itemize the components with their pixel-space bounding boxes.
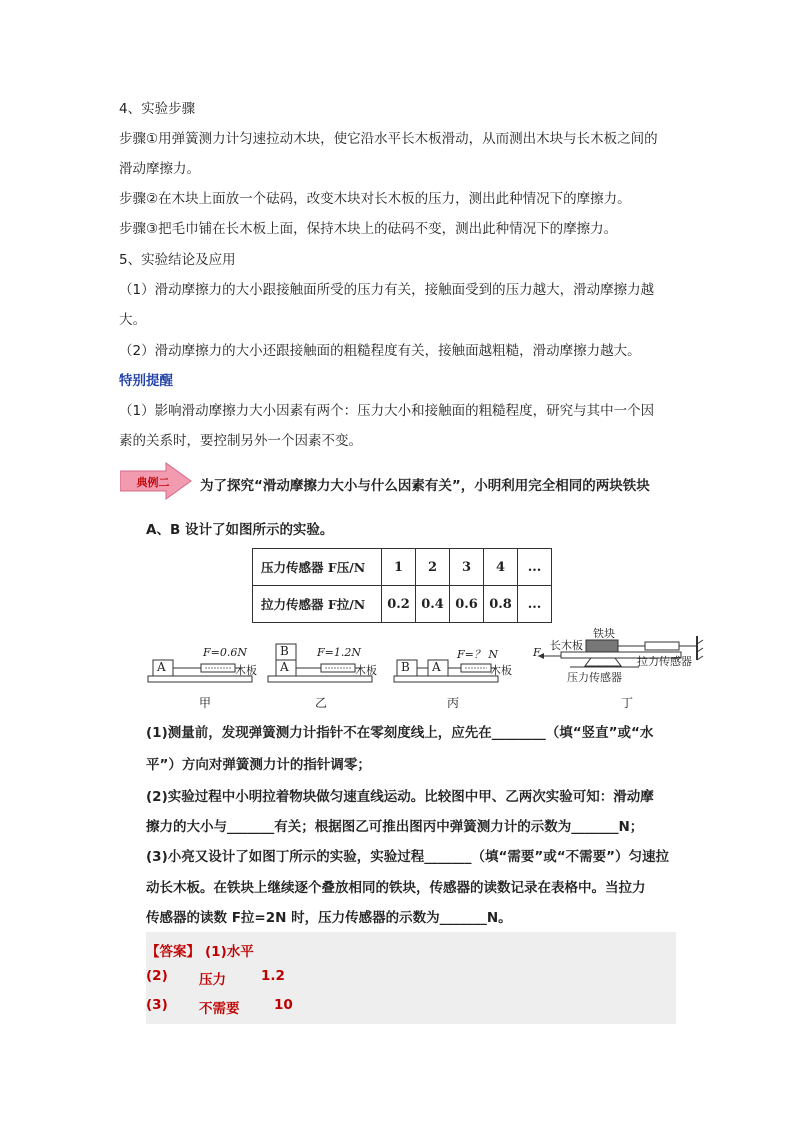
step1-line2: 滑动摩擦力。 <box>119 161 200 177</box>
table-cell: 0.6 <box>450 586 484 623</box>
conclusion1-line2: 大。 <box>119 312 146 328</box>
table-cell: ... <box>518 549 552 586</box>
question1-line1: (1)测量前，发现弹簧测力计指针不在零刻度线上，应先在________（填“竖直”或“水 <box>146 725 654 741</box>
diagram-ding-caption: 丁 <box>621 696 634 710</box>
section5-heading: 5、实验结论及应用 <box>119 252 236 268</box>
diagram-yi-block: A <box>280 660 289 674</box>
diagram-yi-block-top: B <box>280 644 289 658</box>
question1-line2: 平”）方向对弹簧测力计的指针调零； <box>146 757 371 773</box>
conclusion2: （2）滑动摩擦力的大小还跟接触面的粗糙程度有关，接触面越粗糙，滑动摩擦力越大。 <box>119 343 641 359</box>
answer-2-number: (2) <box>146 968 168 984</box>
table-cell: 2 <box>416 549 450 586</box>
diagram-bing-board: 木板 <box>490 664 512 677</box>
table-cell: 4 <box>484 549 518 586</box>
answer-3-value1: 不需要 <box>199 1001 240 1017</box>
example-stem-line2: A、B 设计了如图所示的实验。 <box>146 522 334 538</box>
question2-line1: (2)实验过程中小明拉着物块做匀速直线运动。比较图中甲、乙两次实验可知：滑动摩 <box>146 789 654 805</box>
diagram-yi-force: F=1.2N <box>317 646 361 659</box>
diagram-bing-caption: 丙 <box>447 696 460 710</box>
example-stem-line1: 为了探究“滑动摩擦力大小与什么因素有关”，小明利用完全相同的两块铁块 <box>200 478 650 494</box>
example-badge-label: 典例二 <box>136 476 170 489</box>
step1-line1: 步骤①用弹簧测力计匀速拉动木块，使它沿水平长木板滑动，从而测出木块与长木板之间的 <box>119 131 658 147</box>
tip1-line2: 素的关系时，要控制另外一个因素不变。 <box>119 433 362 449</box>
experiment-diagrams <box>145 627 715 716</box>
table-header-pull: 拉力传感器 F拉/N <box>253 586 382 623</box>
diagram-ding-board: 长木板 <box>550 639 583 652</box>
diagram-ding-press-sensor: 压力传感器 <box>567 671 622 684</box>
answer-3-number: (3) <box>146 997 168 1013</box>
diagram-jia-force: F=0.6N <box>203 646 247 659</box>
diagram-yi-caption: 乙 <box>315 696 328 710</box>
diagram-bing-block-b: B <box>401 660 410 674</box>
table-cell: 1 <box>382 549 416 586</box>
table-cell: 3 <box>450 549 484 586</box>
table-cell: 0.8 <box>484 586 518 623</box>
diagram-ding-force: F <box>533 646 541 659</box>
sensor-table <box>252 548 552 623</box>
diagram-jia-block: A <box>157 660 166 674</box>
answer-3-value2: 10 <box>274 997 293 1013</box>
diagram-bing-force: F=？ N <box>457 648 498 661</box>
diagram-yi-board: 木板 <box>355 664 377 677</box>
tip1-line1: （1）影响滑动摩擦力大小因素有两个：压力大小和接触面的粗糙程度，研究与其中一个因 <box>119 403 655 419</box>
table-header-pressure: 压力传感器 F压/N <box>253 549 382 586</box>
question3-line3: 传感器的读数 F拉=2N 时，压力传感器的示数为_______N。 <box>146 910 512 926</box>
conclusion1-line1: （1）滑动摩擦力的大小跟接触面所受的压力有关，接触面受到的压力越大，滑动摩擦力越 <box>119 282 655 298</box>
question3-line1: (3)小亮又设计了如图丁所示的实验，实验过程_______（填“需要”或“不需要”）匀速拉 <box>146 849 669 865</box>
table-row-pressure <box>253 549 552 586</box>
section4-heading: 4、实验步骤 <box>119 101 196 117</box>
table-cell: ... <box>518 586 552 623</box>
step2: 步骤②在木块上面放一个砝码，改变木块对长木板的压力，测出此种情况下的摩擦力。 <box>119 191 631 207</box>
diagram-ding-pull-sensor: 拉力传感器 <box>637 655 692 668</box>
answer-2-value2: 1.2 <box>261 968 285 984</box>
diagram-jia-board: 木板 <box>235 664 257 677</box>
tip-title: 特别提醒 <box>119 373 173 389</box>
table-row-pull <box>253 586 552 623</box>
diagram-ding-iron: 铁块 <box>593 627 615 640</box>
diagram-bing-block-a: A <box>432 660 441 674</box>
question2-line2: 擦力的大小与_______有关；根据图乙可推出图丙中弹簧测力计的示数为_______N； <box>146 819 644 835</box>
answer-label: 【答案】 <box>146 944 200 960</box>
question3-line2: 动长木板。在铁块上继续逐个叠放相同的铁块，传感器的读数记录在表格中。当拉力 <box>146 880 646 896</box>
diagram-jia-caption: 甲 <box>199 696 212 710</box>
table-cell: 0.2 <box>382 586 416 623</box>
step3: 步骤③把毛巾铺在长木板上面，保持木块上的砝码不变，测出此种情况下的摩擦力。 <box>119 221 618 237</box>
answer-1: (1)水平 <box>205 944 254 960</box>
table-cell: 0.4 <box>416 586 450 623</box>
answer-2-value1: 压力 <box>199 972 226 988</box>
